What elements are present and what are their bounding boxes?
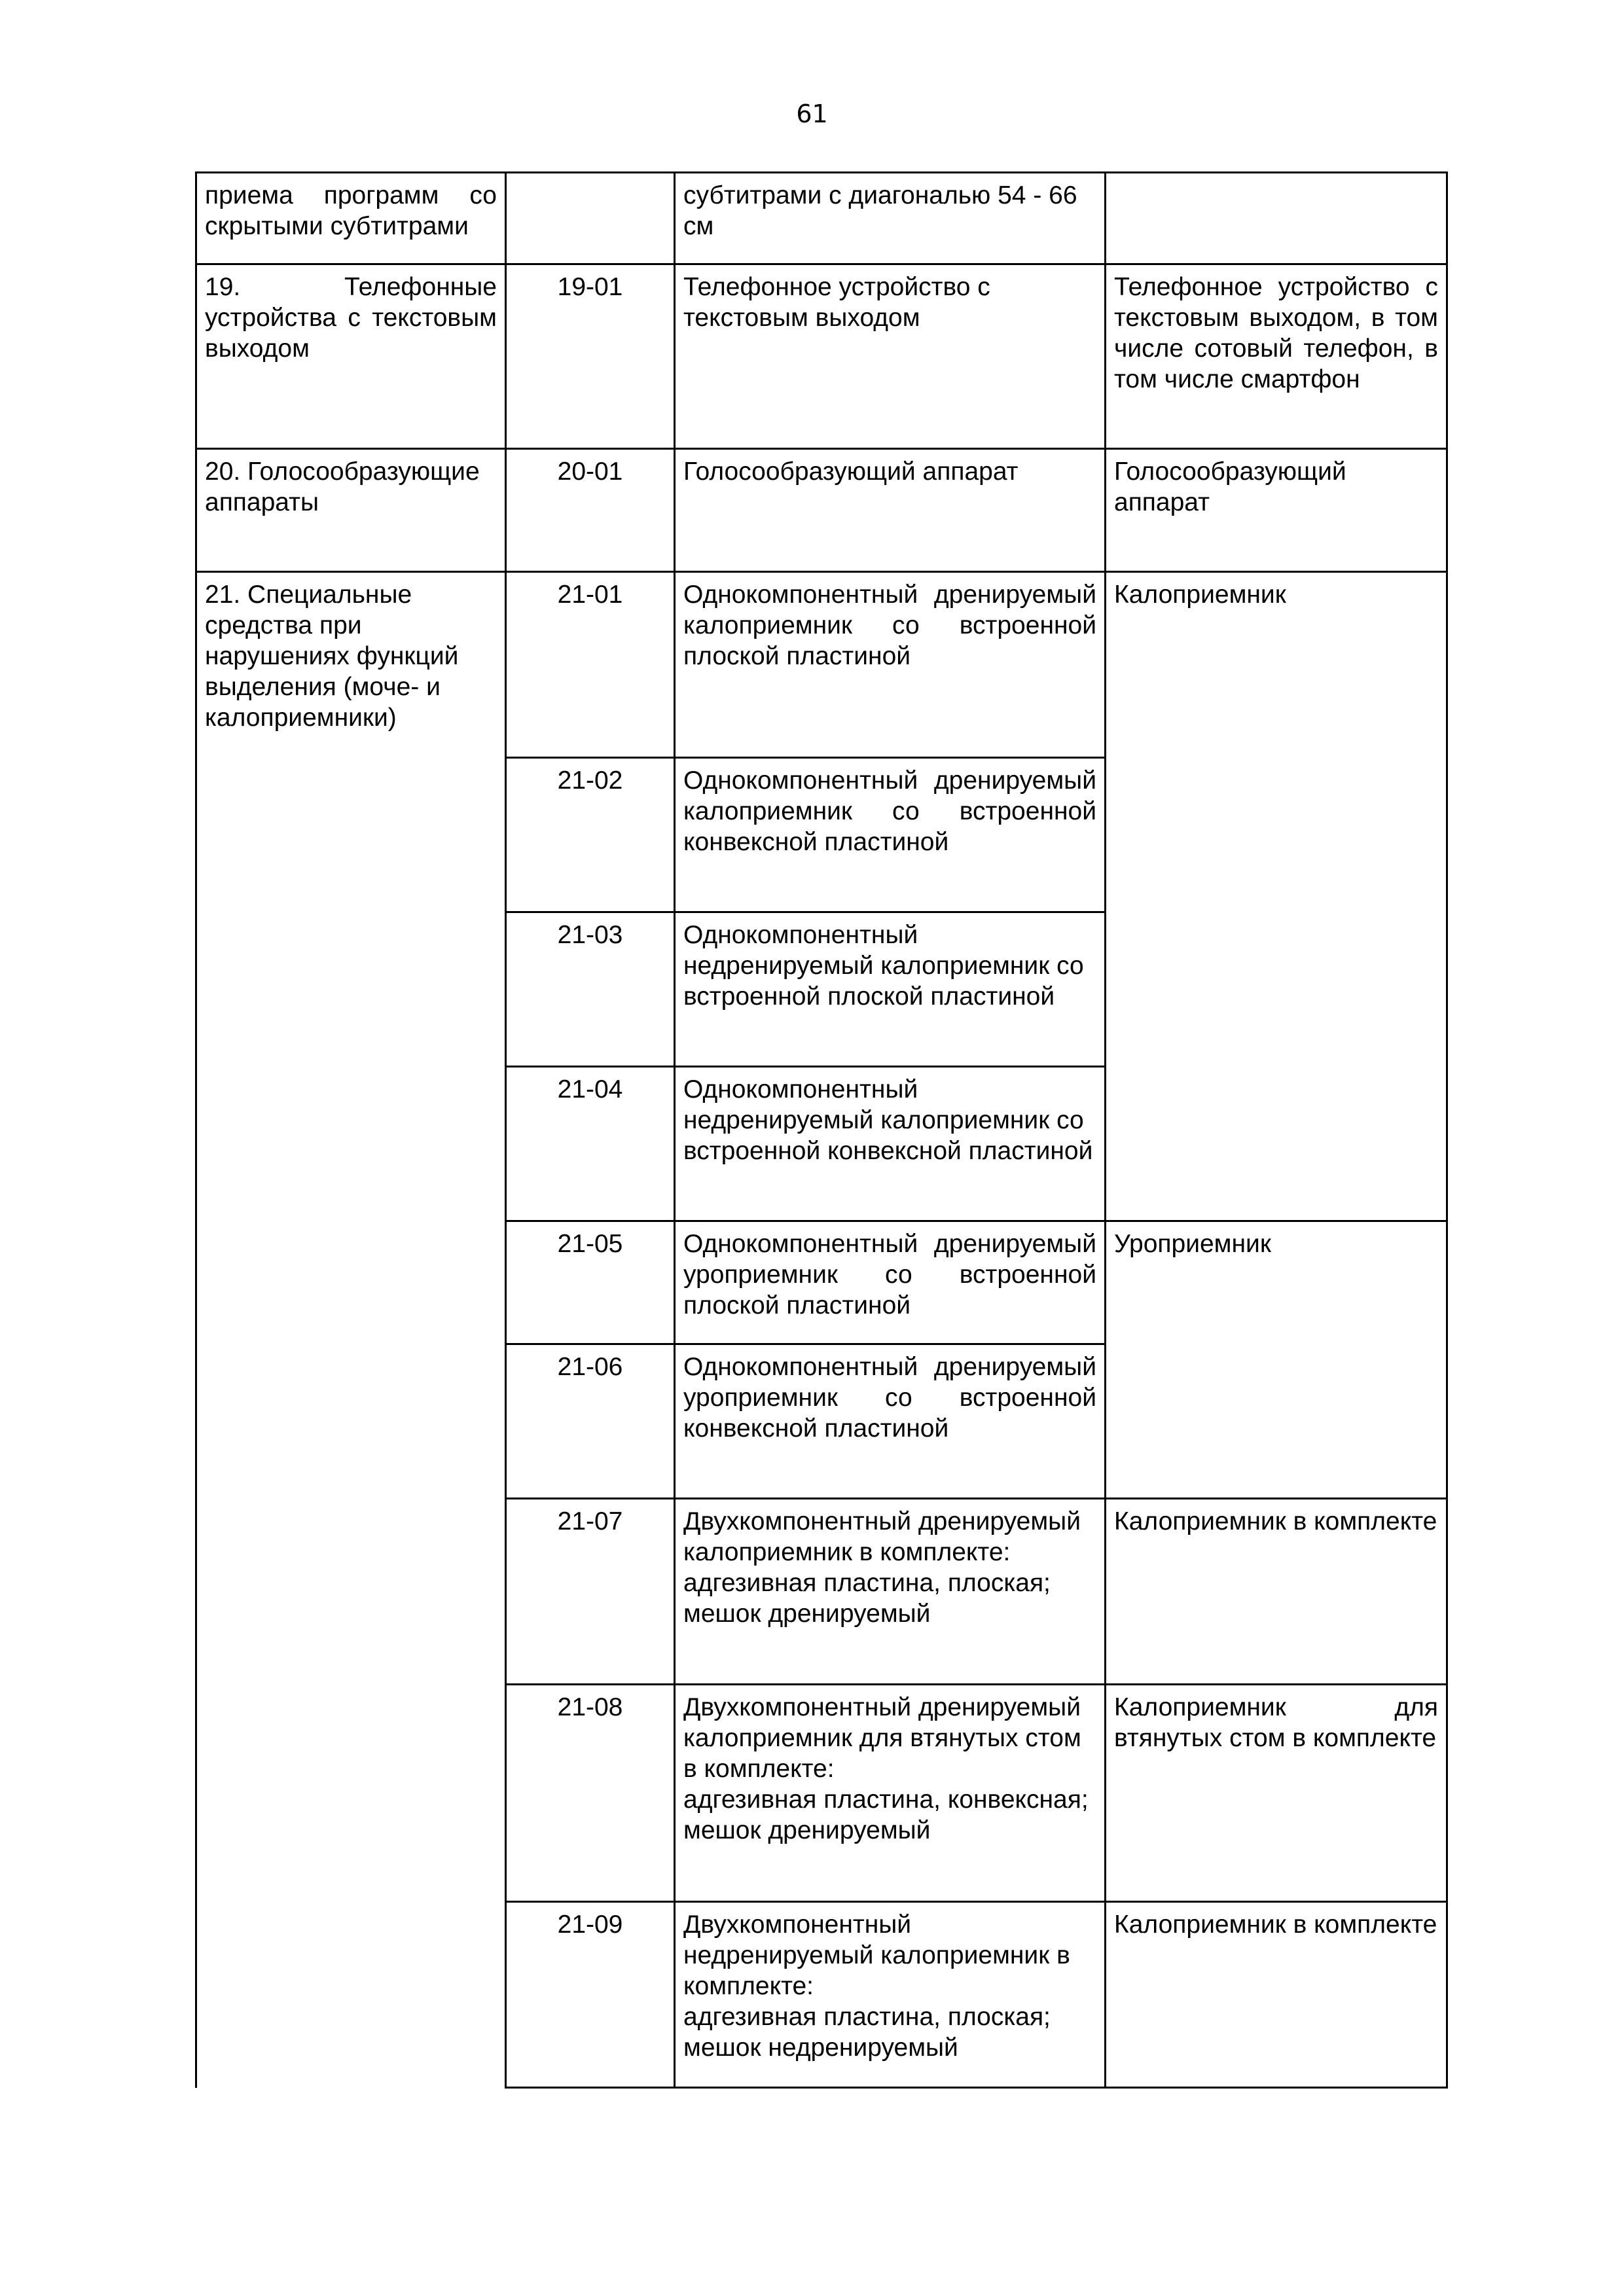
code-cell: 21-08 (506, 1685, 675, 1902)
table-row (196, 449, 1447, 572)
code-cell: 20-01 (506, 449, 675, 572)
category-cell: приема программ со скрытыми субтитрами (196, 173, 506, 264)
code-cell: 19-01 (506, 264, 675, 449)
category-cell: 20. Голосообразующие аппараты (196, 449, 506, 572)
code-cell: 21-05 (506, 1221, 675, 1344)
group-cell: Калоприемник для втянутых стом в комплекте (1106, 1685, 1447, 1902)
code-cell: 21-06 (506, 1344, 675, 1499)
description-cell: Телефонное устройство с текстовым выходом (675, 264, 1106, 449)
description-cell: Однокомпонентный дренируемый калоприемник со встроенной конвексной пластиной (675, 758, 1106, 912)
group-cell (1106, 173, 1447, 264)
group-cell: Калоприемник в комплекте (1106, 1902, 1447, 2088)
group-cell: Калоприемник в комплекте (1106, 1499, 1447, 1685)
code-cell: 21-03 (506, 912, 675, 1067)
code-cell (506, 173, 675, 264)
description-cell: Однокомпонентный дренируемый калоприемник со встроенной плоской пластиной (675, 572, 1106, 758)
description-cell: субтитрами с диагональю 54 - 66 см (675, 173, 1106, 264)
description-cell: Однокомпонентный недренируемый калоприемник со встроенной плоской пластиной (675, 912, 1106, 1067)
page-number: 61 (796, 99, 828, 128)
description-cell: Двухкомпонентный недренируемый калоприемник в комплекте: адгезивная пластина, плоская; мешок недренируемый (675, 1902, 1106, 2088)
table-row (196, 173, 1447, 264)
code-cell: 21-09 (506, 1902, 675, 2088)
description-cell: Голосообразующий аппарат (675, 449, 1106, 572)
description-cell: Однокомпонентный недренируемый калоприемник со встроенной конвексной пластиной (675, 1067, 1106, 1221)
description-cell: Двухкомпонентный дренируемый калоприемник в комплекте: адгезивная пластина, плоская; мешок дренируемый (675, 1499, 1106, 1685)
description-cell: Двухкомпонентный дренируемый калоприемник для втянутых стом в комплекте: адгезивная пластина, конвексная; мешок дренируемый (675, 1685, 1106, 1902)
group-cell: Калоприемник (1106, 572, 1447, 1221)
group-cell: Телефонное устройство с текстовым выходом, в том числе сотовый телефон, в том числе смартфон (1106, 264, 1447, 449)
code-cell: 21-04 (506, 1067, 675, 1221)
code-cell: 21-01 (506, 572, 675, 758)
category-cell: 21. Специальные средства при нарушениях функций выделения (моче- и калоприемники) (196, 572, 506, 2088)
description-cell: Однокомпонентный дренируемый уроприемник со встроенной плоской пластиной (675, 1221, 1106, 1344)
description-cell: Однокомпонентный дренируемый уроприемник со встроенной конвексной пластиной (675, 1344, 1106, 1499)
group-cell: Голосообразующий аппарат (1106, 449, 1447, 572)
code-cell: 21-02 (506, 758, 675, 912)
table-row (196, 572, 1447, 758)
table-row (196, 264, 1447, 449)
code-cell: 21-07 (506, 1499, 675, 1685)
category-cell: 19. Телефонные устройства с текстовым выходом (196, 264, 506, 449)
group-cell: Уроприемник (1106, 1221, 1447, 1499)
products-table (195, 171, 1448, 2089)
